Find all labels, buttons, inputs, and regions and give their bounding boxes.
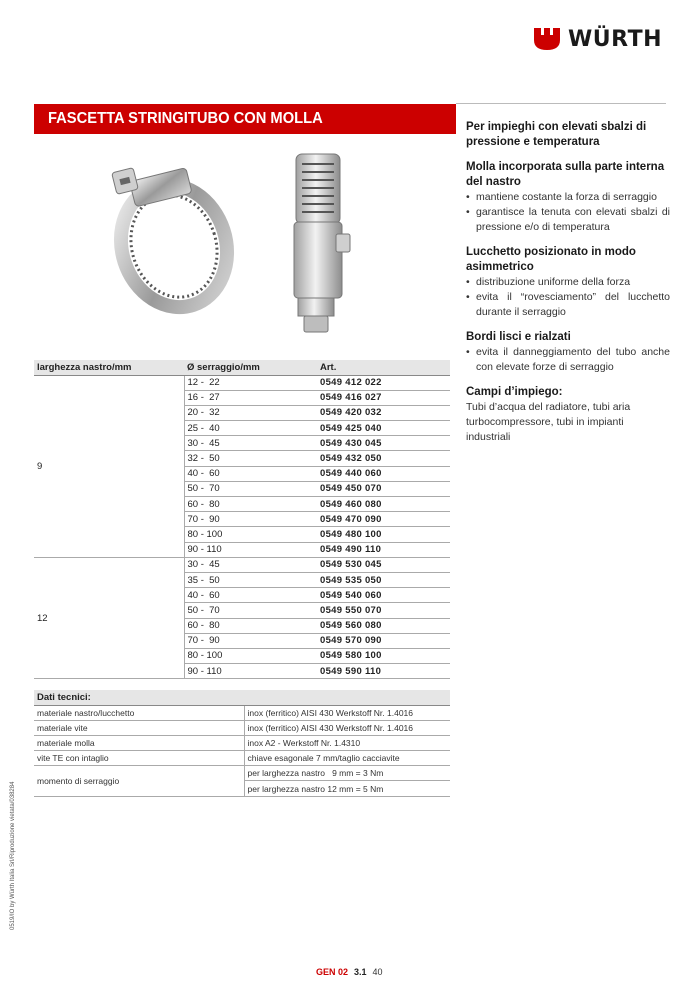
tech-value: chiave esagonale 7 mm/taglio cacciavite: [244, 751, 450, 766]
article-number-cell: 0549 580 100: [317, 648, 450, 663]
side-copyright-code: 0519/IO by Würth Italia Srl/Riproduzione vietata/038284: [10, 781, 16, 930]
usage-heading: Campi d’impiego:: [466, 386, 563, 398]
article-number-cell: 0549 480 100: [317, 527, 450, 542]
feature-heading: Bordi lisci e rialzati: [466, 331, 571, 343]
wurth-logo-icon: [532, 26, 562, 52]
header-clamp-range: Ø serraggio/mm: [184, 360, 317, 375]
feature-section: [466, 330, 670, 375]
article-number-cell: 0549 590 110: [317, 664, 450, 679]
header-band-width: larghezza nastro/mm: [34, 360, 184, 375]
article-number-cell: 0549 432 050: [317, 451, 450, 466]
clamp-range-cell: 35 - 50: [184, 572, 317, 587]
page-title: FASCETTA STRINGITUBO CON MOLLA: [48, 110, 323, 127]
article-number-cell: 0549 540 060: [317, 588, 450, 603]
feature-heading: Molla incorporata sulla parte interna del nastro: [466, 161, 665, 188]
features-column: [466, 120, 670, 455]
clamp-range-cell: 60 - 80: [184, 497, 317, 512]
clamp-range-cell: 90 - 110: [184, 664, 317, 679]
feature-bullet: • evita il “rovesciamento” del lucchetto durante il serraggio: [466, 290, 670, 320]
clamp-range-cell: 70 - 90: [184, 512, 317, 527]
article-number-cell: 0549 440 060: [317, 466, 450, 481]
clamp-range-cell: 70 - 90: [184, 633, 317, 648]
article-number-cell: 0549 420 032: [317, 405, 450, 420]
clamp-range-cell: 40 - 60: [184, 588, 317, 603]
table-row: [34, 735, 450, 750]
footer-chapter: 3.1: [354, 967, 367, 977]
tech-key: momento di serraggio: [34, 766, 244, 796]
feature-section: [466, 245, 670, 320]
tech-value: inox A2 - Werkstoff Nr. 1.4310: [244, 735, 450, 750]
clamp-range-cell: 90 - 110: [184, 542, 317, 557]
tech-value: inox (ferritico) AISI 430 Werkstoff Nr. 1.4016: [244, 720, 450, 735]
table-row: [34, 705, 450, 720]
article-number-cell: 0549 535 050: [317, 572, 450, 587]
article-number-cell: 0549 412 022: [317, 375, 450, 390]
tech-heading: Dati tecnici:: [34, 690, 450, 705]
article-number-cell: 0549 550 070: [317, 603, 450, 618]
article-number-cell: 0549 470 090: [317, 512, 450, 527]
clamp-range-cell: 40 - 60: [184, 466, 317, 481]
tech-value: per larghezza nastro 12 mm = 5 Nm: [244, 781, 450, 796]
clamp-range-cell: 16 - 27: [184, 390, 317, 405]
clamp-range-cell: 32 - 50: [184, 451, 317, 466]
feature-bullet: • distribuzione uniforme della forza: [466, 275, 670, 290]
article-table: [34, 360, 450, 679]
title-banner: [34, 104, 456, 134]
clamp-range-cell: 80 - 100: [184, 648, 317, 663]
page-footer: [316, 967, 383, 977]
feature-bullet: • garantisce la tenuta con elevati sbalzi di pressione e/o di temperatura: [466, 205, 670, 235]
product-image-clamp-side: [282, 150, 362, 345]
intro-heading: Per impieghi con elevati sbalzi di pressione e temperatura: [466, 121, 647, 148]
feature-heading: Lucchetto posizionato in modo asimmetrico: [466, 246, 636, 273]
article-number-cell: 0549 560 080: [317, 618, 450, 633]
band-width-cell: 9: [34, 375, 184, 557]
tech-value: per larghezza nastro 9 mm = 3 Nm: [244, 766, 450, 781]
table-row: [34, 751, 450, 766]
usage-section: [466, 385, 670, 445]
usage-text: Tubi d’acqua del radiatore, tubi aria turbocompressore, tubi in impianti industriali: [466, 401, 631, 443]
tech-key: materiale vite: [34, 720, 244, 735]
clamp-range-cell: 80 - 100: [184, 527, 317, 542]
feature-bullet: • evita il danneggiamento del tubo anche con elevate forze di serraggio: [466, 345, 670, 375]
clamp-range-cell: 30 - 45: [184, 436, 317, 451]
article-number-cell: 0549 430 045: [317, 436, 450, 451]
table-row: [34, 766, 450, 781]
article-number-cell: 0549 450 070: [317, 481, 450, 496]
article-number-cell: 0549 490 110: [317, 542, 450, 557]
product-image-clamp: [92, 148, 242, 323]
article-number-cell: 0549 570 090: [317, 633, 450, 648]
tech-data-table: [34, 690, 450, 797]
wurth-logo: [532, 26, 662, 52]
tech-key: materiale nastro/lucchetto: [34, 705, 244, 720]
clamp-range-cell: 30 - 45: [184, 557, 317, 572]
article-number-cell: 0549 416 027: [317, 390, 450, 405]
article-number-cell: 0549 460 080: [317, 497, 450, 512]
article-number-cell: 0549 425 040: [317, 421, 450, 436]
brand-name: WÜRTH: [568, 26, 663, 52]
tech-value: inox (ferritico) AISI 430 Werkstoff Nr. 1.4016: [244, 705, 450, 720]
feature-section: [466, 160, 670, 235]
header-article: Art.: [317, 360, 450, 375]
footer-section: GEN 02: [316, 967, 349, 977]
table-row: [34, 720, 450, 735]
clamp-range-cell: 25 - 40: [184, 421, 317, 436]
clamp-range-cell: 50 - 70: [184, 481, 317, 496]
clamp-range-cell: 20 - 32: [184, 405, 317, 420]
clamp-range-cell: 12 - 22: [184, 375, 317, 390]
clamp-range-cell: 50 - 70: [184, 603, 317, 618]
band-width-cell: 12: [34, 557, 184, 679]
clamp-range-cell: 60 - 80: [184, 618, 317, 633]
feature-bullet: • mantiene costante la forza di serraggio: [466, 190, 670, 205]
table-header-row: [34, 360, 450, 375]
tech-key: vite TE con intaglio: [34, 751, 244, 766]
footer-page-number: 40: [372, 967, 383, 977]
tech-key: materiale molla: [34, 735, 244, 750]
table-row: [34, 557, 450, 572]
table-row: [34, 375, 450, 390]
title-divider: [456, 103, 666, 104]
article-number-cell: 0549 530 045: [317, 557, 450, 572]
